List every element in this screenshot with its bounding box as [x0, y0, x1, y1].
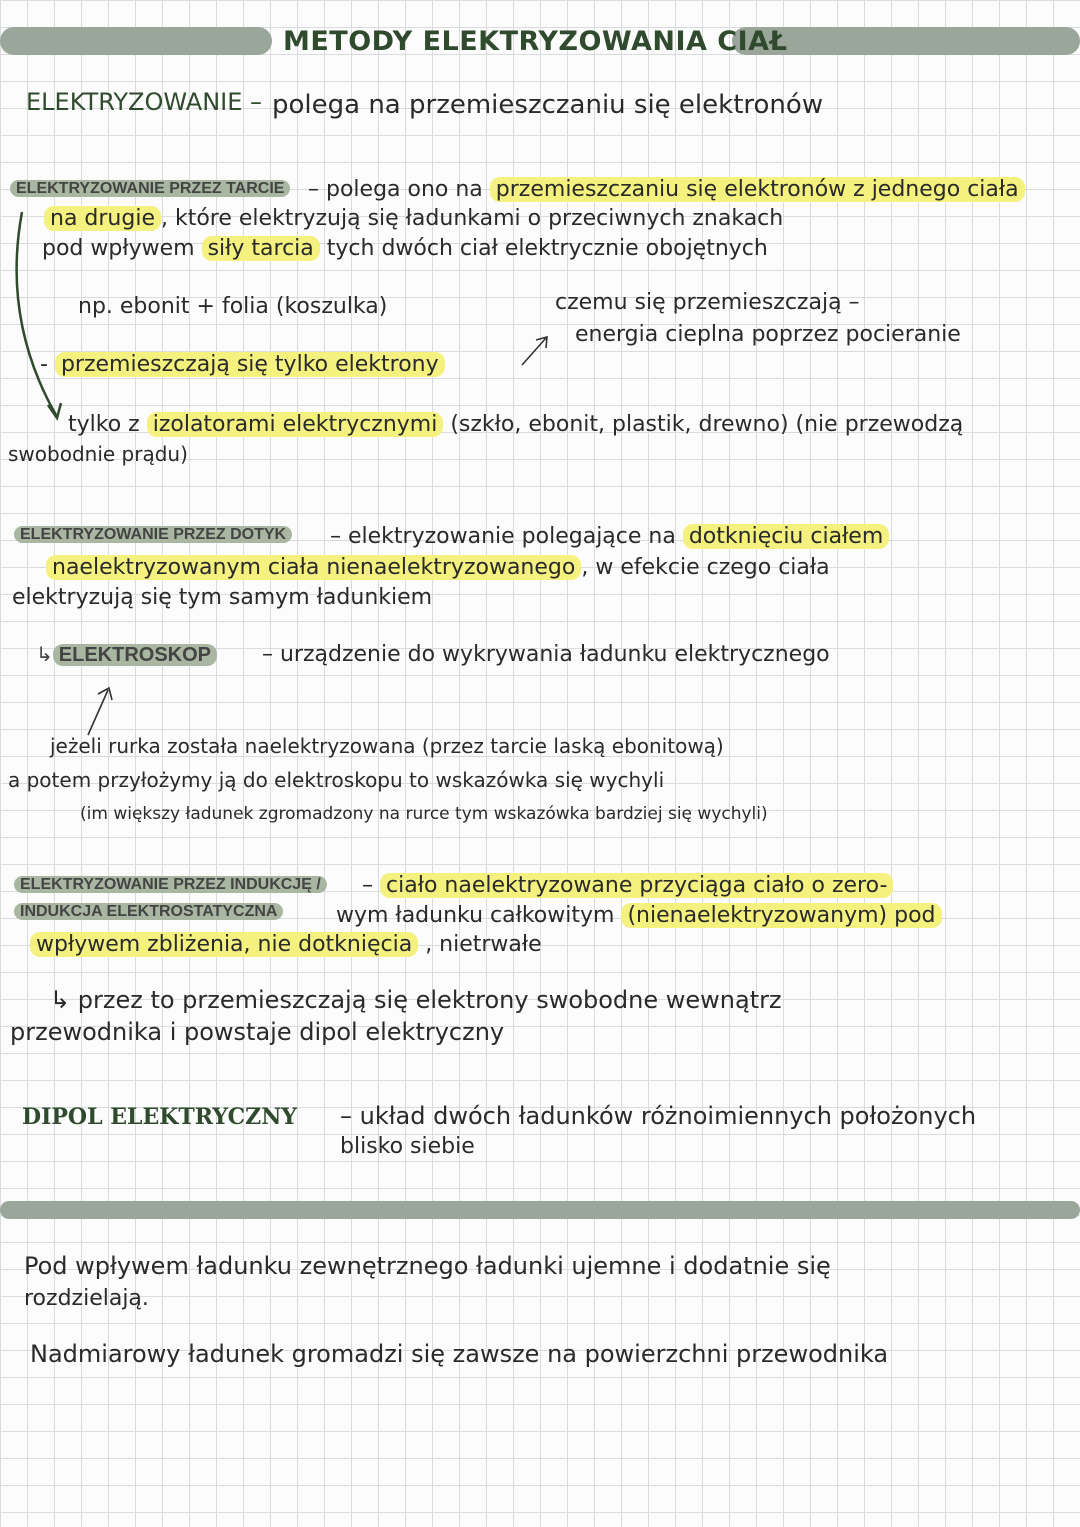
touch-note3: (im większy ładunek zgromadzony na rurce tym wskazówka bardziej się wychyli)	[80, 804, 768, 824]
friction-line3-a: pod wpływem	[42, 236, 195, 261]
induction-line3-a: wpływem zbliżenia, nie dotknięcia	[30, 932, 418, 957]
friction-label-text: ELEKTRYZOWANIE PRZEZ TARCIE	[10, 180, 290, 197]
touch-line3: elektryzują się tym samym ładunkiem	[12, 585, 433, 610]
touch-label-text: ELEKTRYZOWANIE PRZEZ DOTYK	[14, 526, 292, 543]
induction-label1-text: ELEKTRYZOWANIE PRZEZ INDUKCJĘ /	[14, 876, 327, 893]
electroscope-hook: ↳	[36, 642, 53, 666]
touch-line1-a: – elektryzowanie polegające na	[330, 524, 676, 549]
induction-line5: przewodnika i powstaje dipol elektryczny	[10, 1018, 505, 1046]
dipole-label: DIPOL ELEKTRYCZNY	[22, 1104, 298, 1130]
induction-line1-a: –	[362, 873, 373, 898]
dipole-def2: blisko siebie	[340, 1134, 475, 1159]
touch-line2-a: naelektryzowanym ciała nienaelektryzowanego	[46, 555, 581, 580]
friction-line1-a: – polega ono na	[308, 177, 483, 202]
induction-line3-b: , nietrwałe	[425, 932, 542, 957]
induction-line2-b: (nienaelektryzowanym) pod	[621, 903, 941, 928]
intro-term: ELEKTRYZOWANIE –	[26, 88, 263, 116]
dash: -	[40, 352, 55, 377]
electroscope-arrow-icon	[88, 688, 112, 735]
electroscope-label-text: ELEKTROSKOP	[53, 644, 217, 666]
friction-line2-a: na drugie	[44, 206, 161, 231]
touch-note1: jeżeli rurka została naelektryzowana (przez tarcie laską ebonitową)	[50, 734, 724, 758]
touch-line1-b: dotknięciu ciałem	[683, 524, 889, 549]
footer-line1: Pod wpływem ładunku zewnętrznego ładunki ujemne i dodatnie się	[24, 1252, 831, 1280]
page-title: METODY ELEKTRYZOWANIA CIAŁ	[283, 26, 788, 57]
friction-insulators-a: tylko z	[68, 412, 140, 437]
footer-line3: Nadmiarowy ładunek gromadzi się zawsze na powierzchni przewodnika	[30, 1340, 889, 1368]
electroscope-def: – urządzenie do wykrywania ładunku elektrycznego	[262, 642, 830, 667]
friction-insulators-c: (szkło, ebonit, plastik, drewno) (nie przewodzą	[450, 412, 964, 437]
friction-why-a: czemu się przemieszczają –	[555, 290, 860, 315]
footer-line2: rozdzielają.	[24, 1286, 149, 1311]
friction-only-electrons: przemieszczają się tylko elektrony	[55, 352, 445, 377]
touch-note2: a potem przyłożymy ją do elektroskopu to wskazówka się wychyli	[8, 768, 665, 792]
friction-line2-b: , które elektryzują się ładunkami o przeciwnych znakach	[160, 206, 784, 231]
induction-hook: ↳	[50, 986, 71, 1014]
why-arrow-icon	[522, 337, 547, 365]
friction-line1-b: przemieszczaniu się elektronów z jednego ciała	[490, 177, 1025, 202]
friction-example: np. ebonit + folia (koszulka)	[78, 294, 388, 319]
friction-line3-c: tych dwóch ciał elektrycznie obojętnych	[326, 236, 768, 261]
friction-insulators-d: swobodnie prądu)	[8, 442, 188, 466]
intro-definition: polega na przemieszczaniu się elektronów	[272, 90, 824, 120]
induction-line2-a: wym ładunku całkowitym	[336, 903, 615, 928]
dipole-def1: – układ dwóch ładunków różnoimiennych położonych	[340, 1102, 977, 1130]
friction-insulators-b: izolatorami elektrycznymi	[147, 412, 444, 437]
curved-arrow-icon	[17, 212, 56, 415]
induction-line4: przez to przemieszczają się elektrony swobodne wewnątrz	[77, 986, 782, 1014]
friction-why-b: energia cieplna poprzez pocieranie	[575, 322, 961, 347]
touch-line2-b: , w efekcie czego ciała	[581, 555, 830, 580]
friction-line3-b: siły tarcia	[202, 236, 320, 261]
induction-label2-text: INDUKCJA ELEKTROSTATYCZNA	[14, 903, 283, 920]
induction-line1-b: ciało naelektryzowane przyciąga ciało o zero-	[380, 873, 893, 898]
